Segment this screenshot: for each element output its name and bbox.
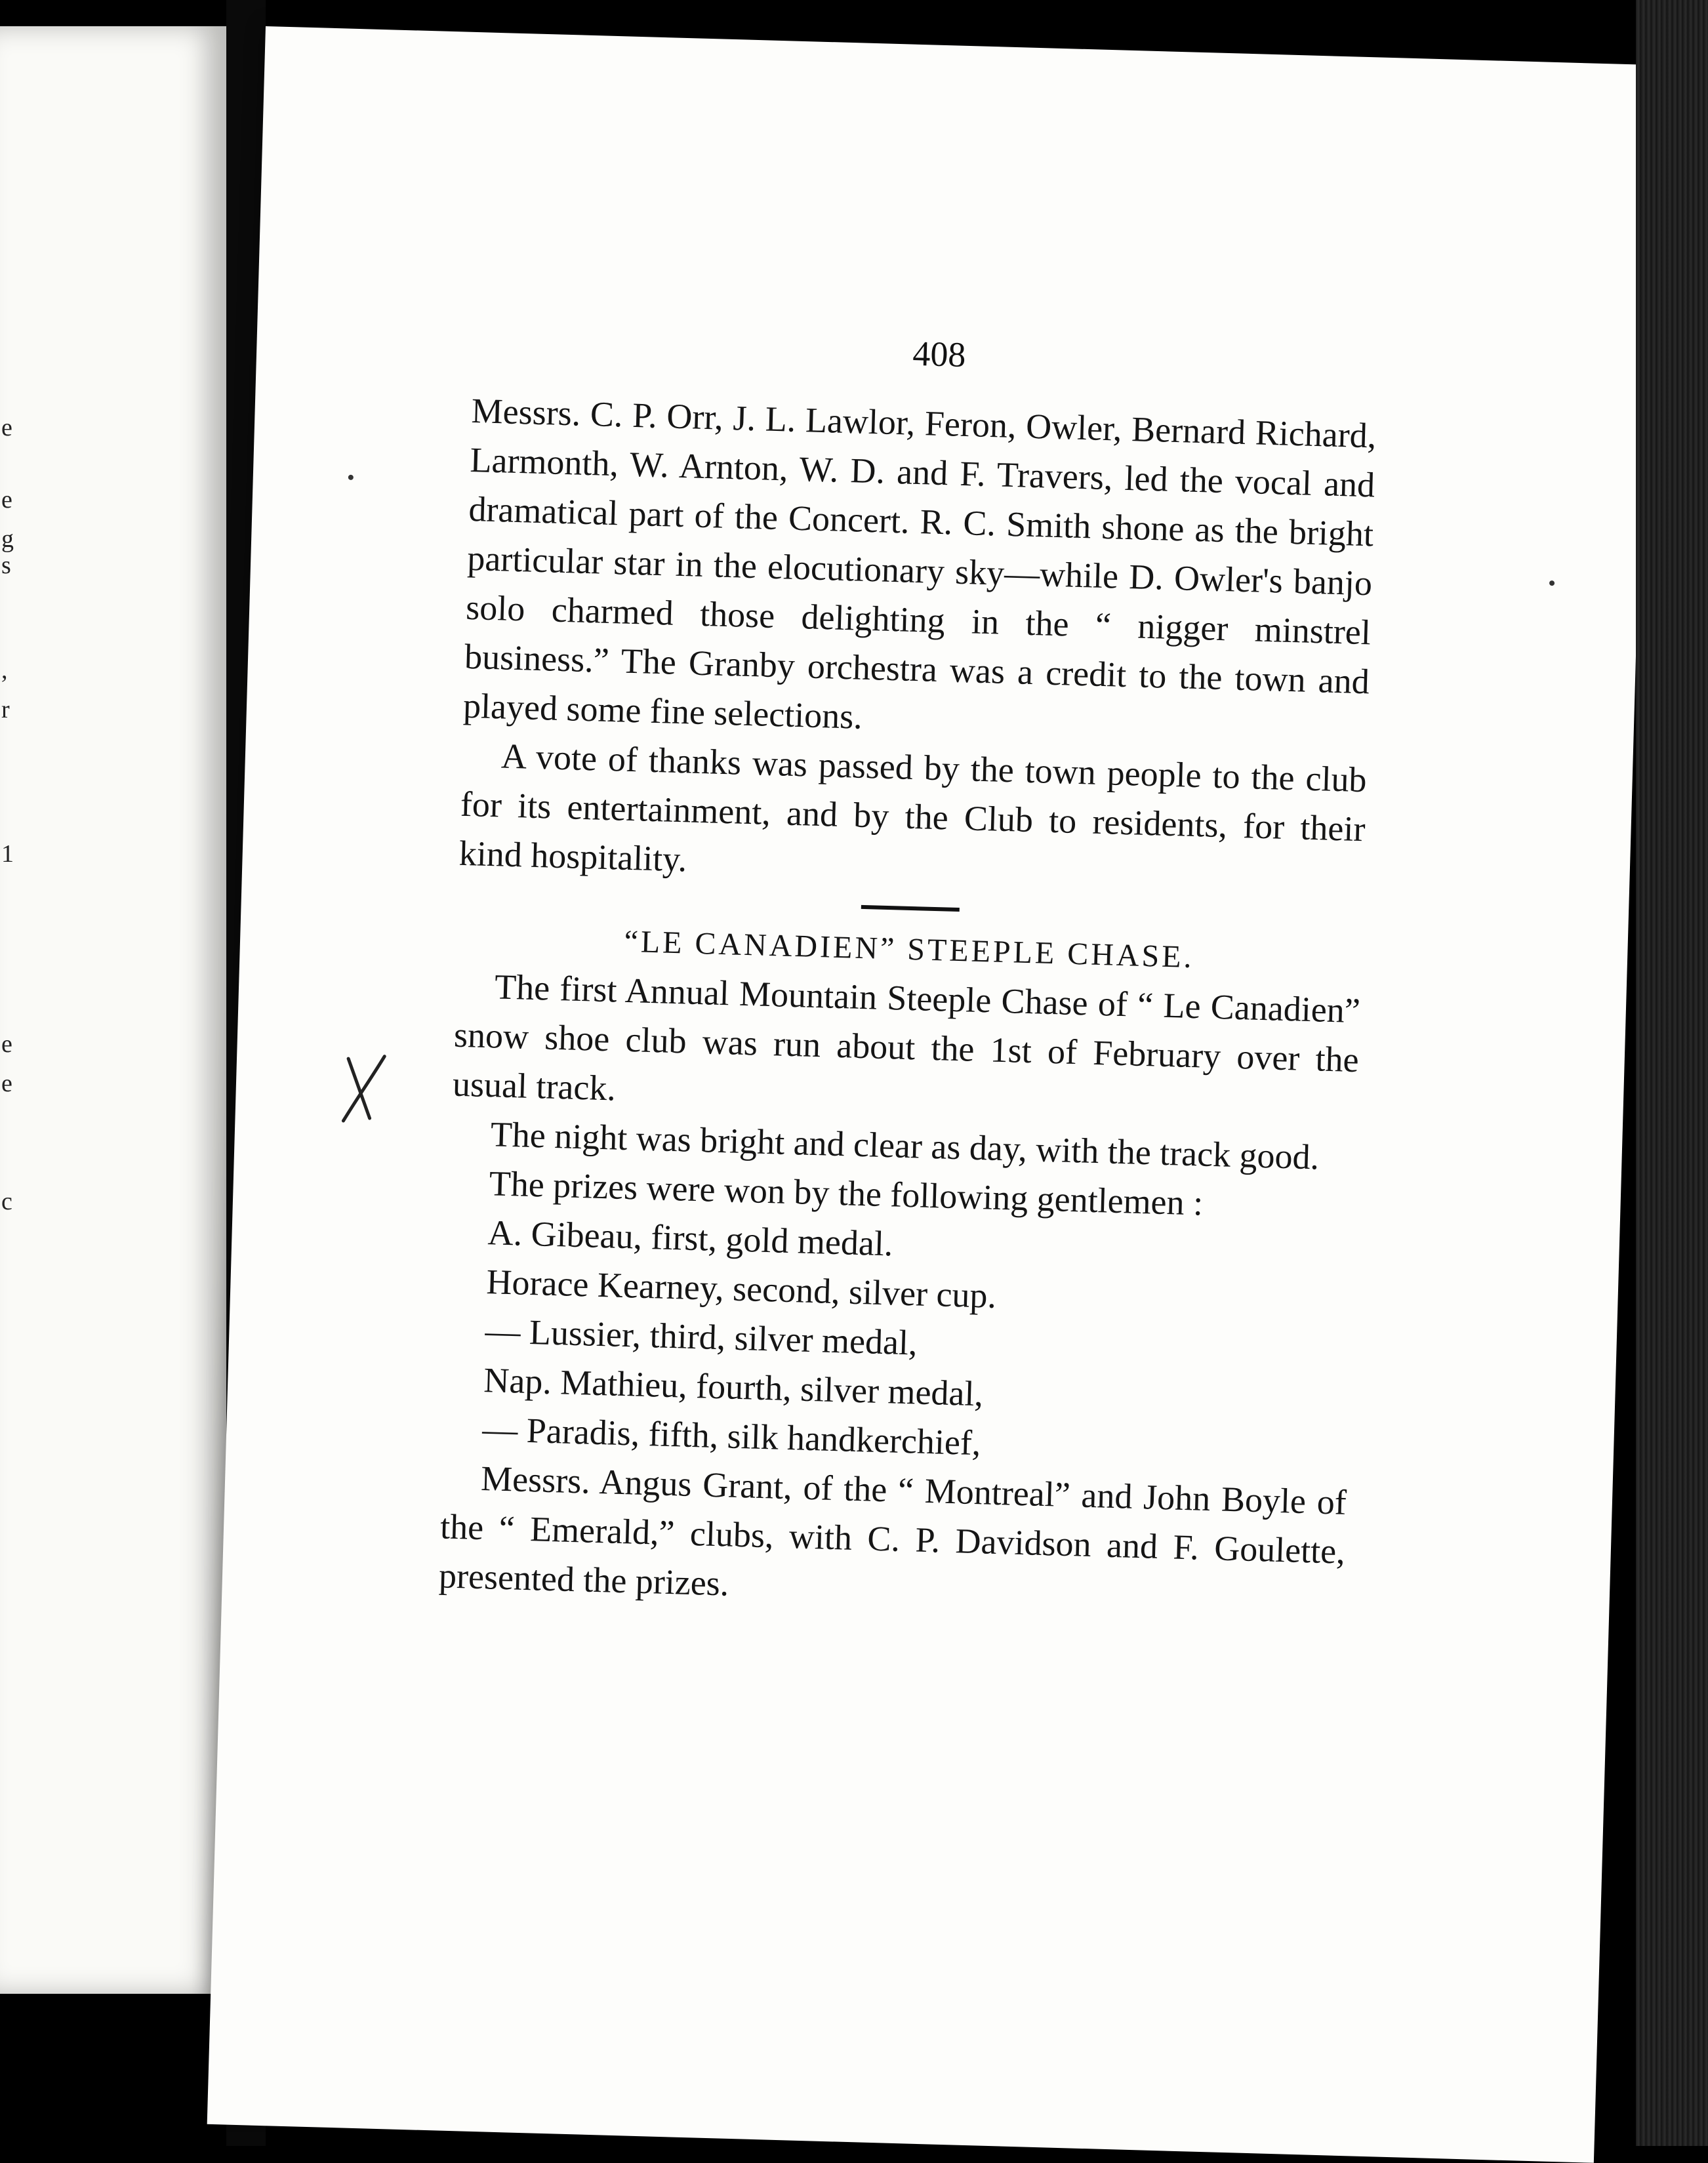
- prize-line: Horace Kearney, second, silver cup.: [485, 1262, 997, 1316]
- paragraph: The night was bright and clear as day, with the track good.: [490, 1114, 1320, 1177]
- paragraph: Messrs. Angus Grant, of the “ Montreal” and John Boyle of the “ Emerald,” clubs, with C. P. Davidson and F. Goulette, presented the prizes.: [438, 1459, 1347, 1604]
- left-page-fragment: e: [1, 486, 12, 514]
- left-page-fragment: r: [1, 696, 10, 723]
- margin-x-mark: [333, 1052, 394, 1125]
- book-page: [207, 26, 1653, 2163]
- left-page-fragment: e: [1, 1070, 12, 1097]
- speck: [348, 475, 354, 480]
- paragraph: The first Annual Mountain Steeple Chase of “ Le Canadien” snow shoe club was run about the 1st of February over the usual track.: [452, 967, 1361, 1108]
- left-page-fragment: 1: [1, 840, 14, 868]
- page-edges: [1636, 0, 1708, 2146]
- prize-line: — Paradis, fifth, silk handkerchief,: [481, 1409, 982, 1463]
- prize-line: A. Gibeau, first, gold medal.: [487, 1213, 894, 1264]
- paragraph: Messrs. C. P. Orr, J. L. Lawlor, Feron, Owler, Bernard Richard, Larmonth, W. Arnton, W. D. and F. Travers, led the vocal and dramatical part of the Concert. R. C. Smith shone as the bright particular star in the elocutionary sky—while D. Owler's banjo solo charmed those delighting in the “ nigger minstrel business.” The Granby orchestra was a credit to the town and played some fine selections.: [462, 391, 1377, 737]
- left-page-fragment: e: [1, 1030, 12, 1058]
- paragraph: A vote of thanks was passed by the town people to the club for its entertainment, and by the Club to residents, for their kind hospitality.: [458, 736, 1368, 879]
- speck: [1549, 580, 1555, 586]
- left-page-fragment: ,: [1, 657, 8, 684]
- paragraph: The prizes were won by the following gentlemen :: [489, 1163, 1204, 1223]
- prize-line: Nap. Mathieu, fourth, silver medal,: [483, 1360, 984, 1414]
- page-number: 408: [912, 333, 967, 374]
- prize-line: — Lussier, third, silver medal,: [484, 1311, 918, 1363]
- left-page-fragment: c: [1, 1188, 12, 1215]
- left-page-fragment: g: [1, 525, 14, 553]
- left-page-fragment: s: [1, 552, 11, 579]
- left-page-fragment: e: [1, 414, 12, 441]
- section-divider: [861, 905, 960, 912]
- page-text: [438, 386, 1377, 1626]
- section-heading: “LE CANADIEN” STEEPLE CHASE.: [623, 923, 1195, 975]
- left-page-edge: [0, 26, 226, 1994]
